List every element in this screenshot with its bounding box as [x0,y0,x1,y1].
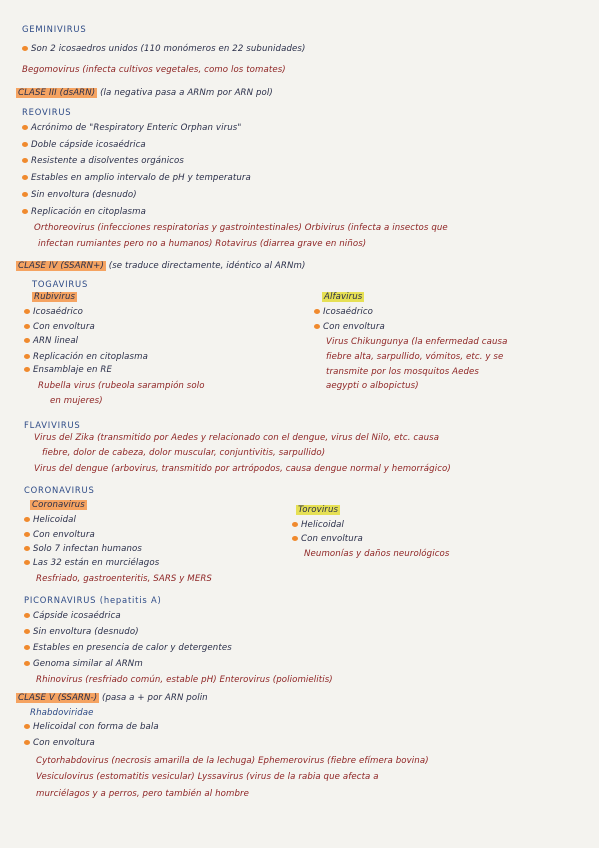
bullet-icon [24,629,30,634]
note-line: Solo 7 infectan humanos [24,544,142,555]
note-line: Con envoltura [24,322,95,333]
note-line: Resfriado, gastroenteritis, SARS y MERS [36,574,212,584]
bullet-icon [22,125,28,130]
bullet-icon [22,46,28,51]
note-line: Orthoreovirus (infecciones respiratorias y gastrointestinales) Orbivirus (infecta a insectos que [34,223,448,233]
note-line: Icosaédrico [24,307,83,318]
bullet-icon [314,324,320,329]
bullet-icon [24,338,30,343]
bullet-icon [22,142,28,147]
heading-togavirus: TOGAVIRUS [32,279,89,289]
class-header: CLASE III (dsARN) (la negativa pasa a ARNm por ARN pol) [18,88,273,98]
note-line: Replicación en citoplasma [24,352,148,363]
bullet-icon [24,532,30,537]
note-line: Vesiculovirus (estomatitis vesicular) Lyssavirus (virus de la rabia que afecta a [36,772,379,782]
bullet-icon [24,517,30,522]
class-label: CLASE III (dsARN) [18,88,96,98]
note-line: en mujeres) [50,396,103,406]
class-header: CLASE IV (SSARN+) (se traduce directamente, idéntico al ARNm) [18,261,306,271]
heading-geminivirus: GEMINIVIRUS [22,24,87,34]
note-line: Rubella virus (rubeola sarampión solo [38,381,205,391]
note-line: Con envoltura [24,530,95,541]
note-line: Son 2 icosaedros unidos (110 monómeros en 22 subunidades) [22,44,305,55]
bullet-icon [22,209,28,214]
subheading-alfavirus: Alfavirus [324,292,363,302]
note-line: Estables en presencia de calor y detergentes [24,643,232,654]
bullet-icon [24,645,30,650]
heading-flavivirus: FLAVIVIRUS [24,420,81,430]
bullet-icon [292,522,298,527]
note-line: Ensamblaje en RE [24,365,112,376]
class-label: CLASE V (SSARN-) [18,693,98,703]
bullet-icon [24,546,30,551]
note-line: fiebre, dolor de cabeza, dolor muscular, conjuntivitis, sarpullido) [42,448,326,458]
note-line: Sin envoltura (desnudo) [24,627,139,638]
note-line: Genoma similar al ARNm [24,659,143,670]
bullet-icon [22,158,28,163]
note-line: Con envoltura [24,738,95,749]
note-line: infectan rumiantes pero no a humanos) Rotavirus (diarrea grave en niños) [38,239,367,249]
note-line: Sin envoltura (desnudo) [22,190,137,201]
heading-reovirus: REOVIRUS [22,107,72,117]
note-line: murciélagos y a perros, pero también al hombre [36,789,250,799]
bullet-icon [24,309,30,314]
note-line: Virus del dengue (arbovirus, transmitido por artrópodos, causa dengue normal y hemorrágico) [34,464,451,474]
bullet-icon [24,661,30,666]
bullet-icon [24,560,30,565]
bullet-icon [22,192,28,197]
bullet-icon [24,740,30,745]
bullet-icon [24,354,30,359]
heading-picornavirus: PICORNAVIRUS (hepatitis A) [24,595,162,605]
note-line: Icosaédrico [314,307,373,318]
note-line: ARN lineal [24,336,78,347]
note-line: Rhinovirus (resfriado común, estable pH) Enterovirus (poliomielitis) [36,675,333,685]
bullet-icon [24,724,30,729]
note-line: Cytorhabdovirus (necrosis amarilla de la lechuga) Ephemerovirus (fiebre efímera bovina) [36,756,429,766]
subheading-coronavirus: Coronavirus [32,500,85,510]
note-line: Cápside icosaédrica [24,611,121,622]
bullet-icon [314,309,320,314]
subheading-torovirus: Torovirus [298,505,339,515]
bullet-icon [24,613,30,618]
note-line: Las 32 están en murciélagos [24,558,159,569]
note-line: Helicoidal [24,515,76,526]
note-line: Virus Chikungunya (la enfermedad causa [326,337,508,347]
note-line: Con envoltura [292,534,363,545]
note-line: Acrónimo de "Respiratory Enteric Orphan virus" [22,123,241,134]
note-line: Estables en amplio intervalo de pH y temperatura [22,173,251,184]
note-line: Neumonías y daños neurológicos [304,549,450,559]
bullet-icon [24,367,30,372]
class-header: CLASE V (SSARN-) (pasa a + por ARN polin [18,693,208,703]
subheading-rubivirus: Rubivirus [34,292,76,302]
class-label: CLASE IV (SSARN+) [18,261,104,271]
bullet-icon [292,536,298,541]
note-line: Doble cápside icosaédrica [22,140,146,151]
note-line: Helicoidal con forma de bala [24,722,159,733]
note-line: Virus del Zika (transmitido por Aedes y relacionado con el dengue, virus del Nilo, etc. causa [34,433,440,443]
note-line: Helicoidal [292,520,344,531]
note-line: aegypti o albopictus) [326,381,419,391]
note-line: Con envoltura [314,322,385,333]
heading-rhabdoviridae: Rhabdoviridae [30,708,94,718]
note-line: Resistente a disolventes orgánicos [22,156,184,167]
note-line: Begomovirus (infecta cultivos vegetales, como los tomates) [22,65,286,75]
note-line: Replicación en citoplasma [22,207,146,218]
note-line: transmite por los mosquitos Aedes [326,367,479,377]
bullet-icon [22,175,28,180]
heading-coronavirus: CORONAVIRUS [24,485,95,495]
bullet-icon [24,324,30,329]
note-line: fiebre alta, sarpullido, vómitos, etc. y se [326,352,504,362]
